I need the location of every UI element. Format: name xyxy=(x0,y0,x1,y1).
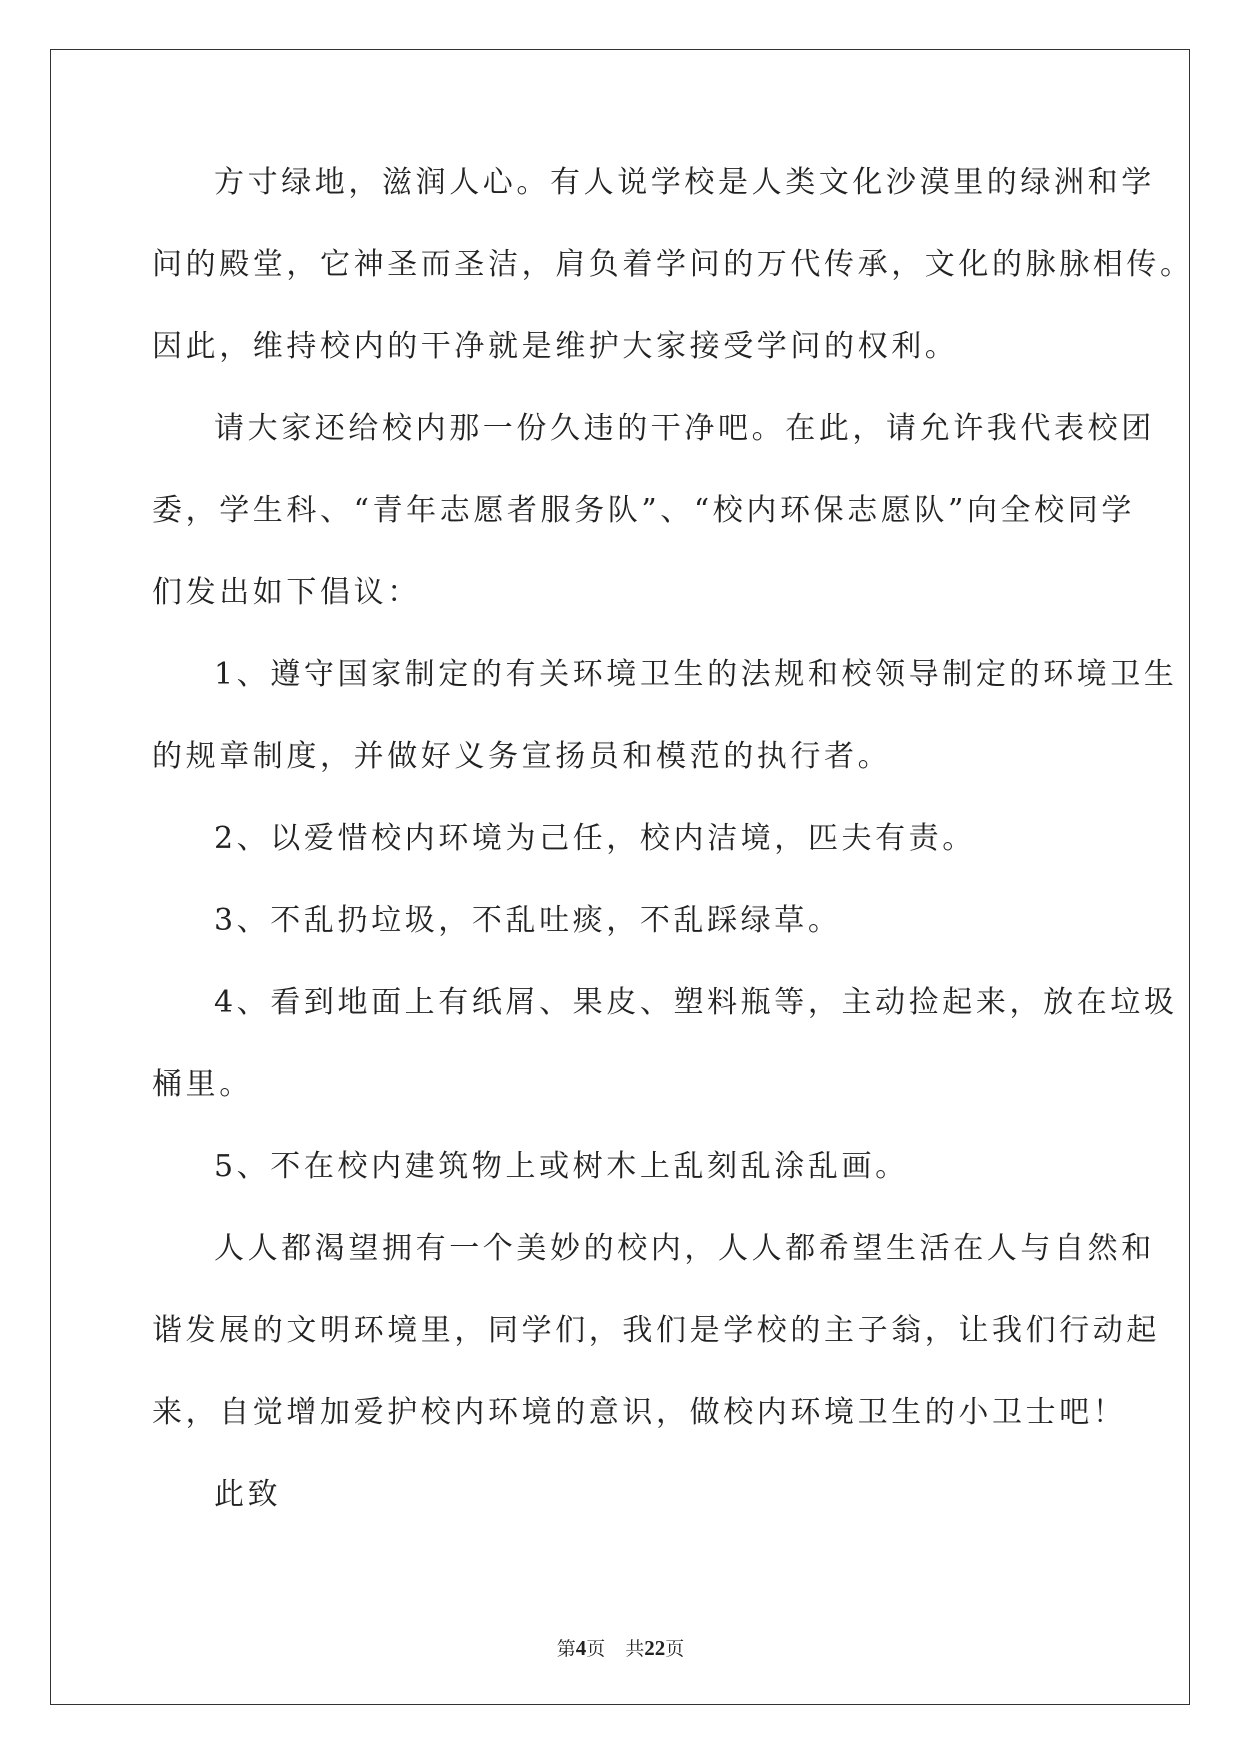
paragraph-line: 请大家还给校内那一份久违的干净吧。在此，请允许我代表校团 xyxy=(214,411,1155,446)
document-body xyxy=(152,158,1194,1552)
total-prefix: 共 xyxy=(625,1638,645,1660)
page-current: 4 xyxy=(575,1636,587,1660)
paragraph-line: 问的殿堂，它神圣而圣洁，肩负着学问的万代传承，文化的脉脉相传。 xyxy=(152,247,1194,282)
page-footer xyxy=(0,1634,1241,1661)
list-item-line: 2、以爱惜校内环境为己任，校内洁境，匹夫有责。 xyxy=(214,821,976,856)
list-item-line: 1、遵守国家制定的有关环境卫生的法规和校领导制定的环境卫生 xyxy=(214,657,1178,692)
list-item-line: 4、看到地面上有纸屑、果皮、塑料瓶等，主动捡起来，放在垃圾 xyxy=(214,985,1178,1020)
paragraph-line: 委，学生科、“青年志愿者服务队”、“校内环保志愿队”向全校同学 xyxy=(152,493,1135,528)
paragraph-line: 来，自觉增加爱护校内环境的意识，做校内环境卫生的小卫士吧！ xyxy=(152,1395,1127,1430)
list-item-line: 5、不在校内建筑物上或树木上乱刻乱涂乱画。 xyxy=(214,1149,909,1184)
paragraph-line: 谐发展的文明环境里，同学们，我们是学校的主子翁，让我们行动起 xyxy=(152,1313,1160,1348)
closing-salutation: 此致 xyxy=(214,1477,282,1512)
paragraph-line: 人人都渴望拥有一个美妙的校内，人人都希望生活在人与自然和 xyxy=(214,1231,1155,1266)
page-total: 22 xyxy=(644,1636,666,1660)
page-prefix: 第 xyxy=(556,1638,576,1660)
list-item-line: 的规章制度，并做好义务宣扬员和模范的执行者。 xyxy=(152,739,892,774)
total-unit: 页 xyxy=(665,1638,685,1660)
list-item-line: 桶里。 xyxy=(152,1067,253,1102)
paragraph-line: 因此，维持校内的干净就是维护大家接受学问的权利。 xyxy=(152,329,959,364)
paragraph-line: 们发出如下倡议： xyxy=(152,575,421,610)
page-unit: 页 xyxy=(586,1638,606,1660)
list-item-line: 3、不乱扔垃圾，不乱吐痰，不乱踩绿草。 xyxy=(214,903,842,938)
paragraph-line: 方寸绿地，滋润人心。有人说学校是人类文化沙漠里的绿洲和学 xyxy=(214,165,1155,200)
